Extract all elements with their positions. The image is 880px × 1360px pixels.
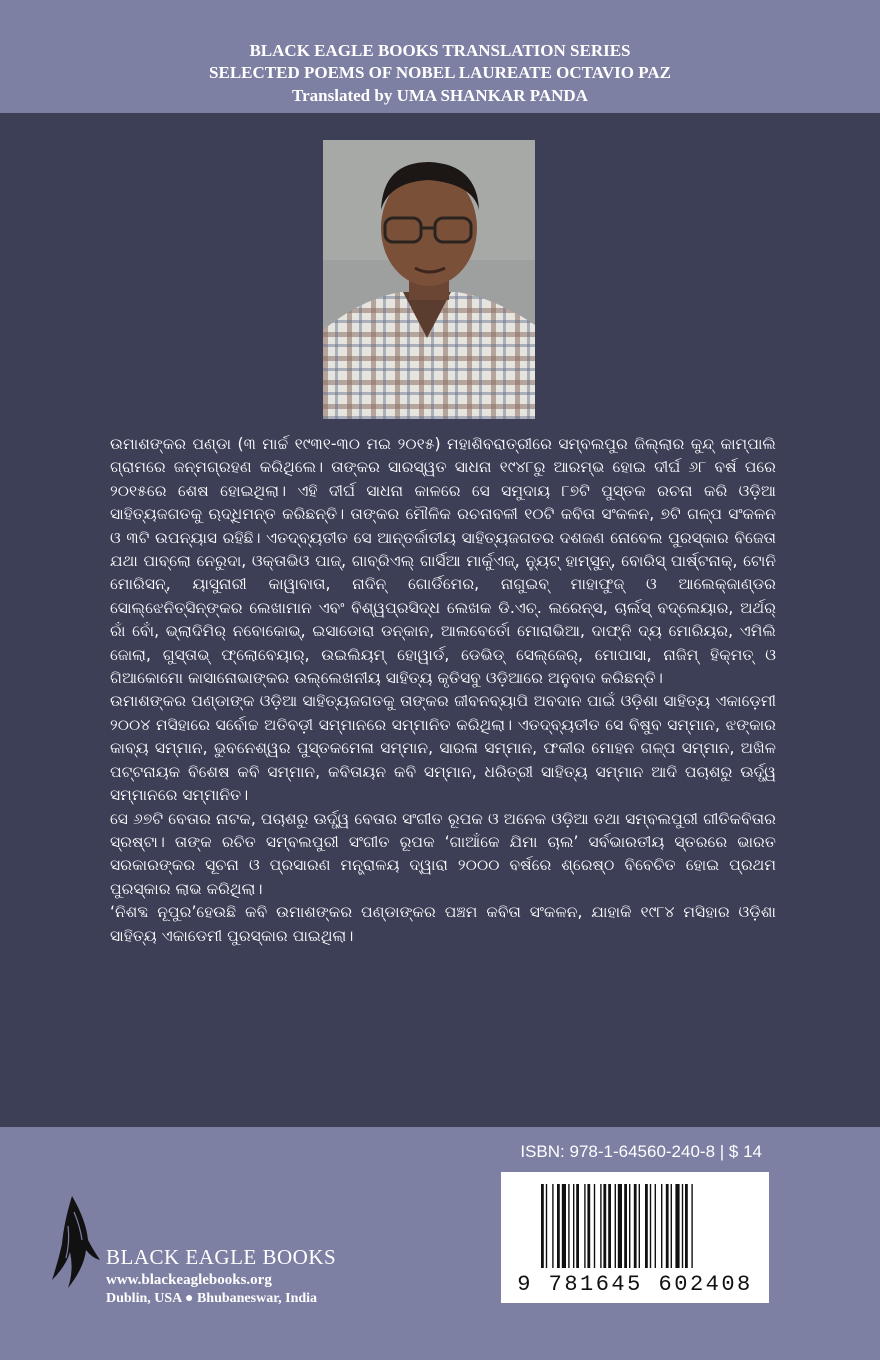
barcode-bar — [546, 1184, 547, 1268]
barcode-bar — [650, 1184, 651, 1268]
barcode-bar — [624, 1184, 627, 1268]
barcode-bar — [655, 1184, 656, 1268]
barcode-bar — [557, 1184, 560, 1268]
barcode — [501, 1172, 769, 1303]
barcode-bar — [568, 1184, 569, 1268]
book-title: SELECTED POEMS OF NOBEL LAUREATE OCTAVIO PAZ — [209, 63, 671, 82]
barcode-digits: 9 781645 602408 — [517, 1272, 753, 1297]
barcode-bar — [603, 1184, 606, 1268]
barcode-bar — [600, 1184, 601, 1268]
barcode-bars — [501, 1172, 769, 1272]
barcode-bar — [576, 1184, 579, 1268]
barcode-bar — [682, 1184, 683, 1268]
biography-paragraph: ସେ ୬୭ଟି ବେତାର ନାଟକ, ପଚାଶରୁ ଊର୍ଦ୍ଧ୍ୱ ବେତାର ସଂଗୀତ ରୂପକ ଓ ଅନେକ ଓଡ଼ିଆ ତଥା ସମ୍ବଲପୁରୀ ଗୀତିକବିତାର ସ୍ରଷ୍ଟା। ତାଙ୍କ ରଚିତ ସମ୍ବଲପୁରୀ ସଂଗୀତ ରୂପକ ‘ଗାଆଁକେ ଯିମା ଚାଲ’ ସର୍ବଭାରତୀୟ ସ୍ତରରେ ଭାରତ ସରକାରଙ୍କର ସୂଚନା ଓ ପ୍ରସାରଣ ମନ୍ତ୍ରାଳୟ ଦ୍ୱାରା ୨୦୦୦ ବର୍ଷରେ ଶ୍ରେଷ୍ଠ ବିବେଚିତ ହୋଇ ପ୍ରଥମ ପୁରସ୍କାର ଲାଭ କରିଥିଲା। — [110, 809, 776, 898]
publisher-locations: Dublin, USA ● Bhubaneswar, India — [106, 1291, 318, 1306]
barcode-bar — [562, 1184, 566, 1268]
barcode-bar — [685, 1184, 688, 1268]
barcode-bar — [634, 1184, 637, 1268]
barcode-bar — [645, 1184, 648, 1268]
barcode-bar — [587, 1184, 590, 1268]
publisher-name: BLACK EAGLE BOOKS — [106, 1245, 337, 1269]
biography-paragraph: ‘ନିଶବ୍ଦ ନୂପୁର’ହେଉଛି କବି ଉମାଶଙ୍କର ପଣ୍ଡାଙ୍କର ପଞ୍ଚମ କବିତା ସଂକଳନ, ଯାହାକି ୧୯୮୪ ମସିହାର ଓଡ଼ିଶା ସାହିତ୍ୟ ଏକାଡେମୀ ପୁରସ୍କାର ପାଇଥିଲା। — [110, 903, 776, 945]
header-band — [0, 0, 880, 113]
publisher-website: www.blackeaglebooks.org — [106, 1272, 272, 1288]
eagle-icon — [40, 1192, 110, 1292]
author-photo — [323, 140, 535, 419]
translator-credit: Translated by UMA SHANKAR PANDA — [292, 86, 588, 105]
biography-paragraph: ଉମାଶଙ୍କର ପଣ୍ଡାଙ୍କ ଓଡ଼ିଆ ସାହିତ୍ୟଜଗତକୁ ତାଙ୍କର ଜୀବନବ୍ୟାପି ଅବଦାନ ପାଇଁ ଓଡ଼ିଶା ସାହିତ୍ୟ ଏକାଡ଼େମୀ ୨୦୦୪ ମସିହାରେ ସର୍ବୋଚ୍ଚ ଅତିବଡ଼ୀ ସମ୍ମାନରେ ସମ୍ମାନିତ କରିଥିଲା। ଏତଦ୍‌ବ୍ୟତୀତ ସେ ବିଷୁବ ସମ୍ମାନ, ଝଙ୍କାର କାବ୍ୟ ସମ୍ମାନ, ଭୁବନେଶ୍ୱର ପୁସ୍ତକମେଳା ସମ୍ମାନ, ସାରଳା ସମ୍ମାନ, ଫକୀର ମୋହନ ଗଳ୍ପ ସମ୍ମାନ, ଅଖିଳ ପଟ୍ଟନାୟକ ବିଶେଷ କବି ସମ୍ମାନ, କବିତାୟନ କବି ସମ୍ମାନ, ଧରିତ୍ରୀ ସାହିତ୍ୟ ସମ୍ମାନ ଆଦି ପଚାଶରୁ ଊର୍ଦ୍ଧ୍ୱ ସମ୍ମାନରେ ସମ୍ମାନିତ। — [110, 692, 776, 805]
barcode-bar — [639, 1184, 640, 1268]
author-portrait — [323, 140, 535, 419]
barcode-bar — [541, 1184, 544, 1268]
author-biography — [110, 433, 776, 948]
barcode-bar — [618, 1184, 622, 1268]
barcode-bar — [629, 1184, 630, 1268]
barcode-bar — [675, 1184, 679, 1268]
barcode-bar — [573, 1184, 574, 1268]
barcode-bar — [671, 1184, 672, 1268]
barcode-bar — [552, 1184, 553, 1268]
barcode-bar — [608, 1184, 611, 1268]
isbn-price: ISBN: 978-1-64560-240-8 | $ 14 — [520, 1142, 762, 1161]
barcode-bar — [666, 1184, 669, 1268]
barcode-bar — [691, 1184, 692, 1268]
barcode-bar — [615, 1184, 616, 1268]
barcode-bar — [594, 1184, 595, 1268]
series-title: BLACK EAGLE BOOKS TRANSLATION SERIES — [249, 41, 631, 60]
biography-paragraph: ଉମାଶଙ୍କର ପଣ୍ଡା (୩ ମାର୍ଚ୍ଚ ୧୯୩୧-୩୦ ମଇ ୨୦୧୫) ମହାଶିବରାତ୍ରୀରେ ସମ୍ବଲପୁର ଜିଲ୍ଲାର କୁନ୍ଦ୍ କାମ୍ପାଲି ଗ୍ରାମରେ ଜନ୍ମଗ୍ରହଣ କରିଥିଲେ। ତାଙ୍କର ସାରସ୍ୱତ ସାଧନା ୧୯୪୮ରୁ ଆରମ୍ଭ ହୋଇ ଦୀର୍ଘ ୬୮ ବର୍ଷ ପରେ ୨୦୧୫ରେ ଶେଷ ହୋଇଥିଲା। ଏହି ଦୀର୍ଘ ସାଧନା କାଳରେ ସେ ସମୁଦାୟ ୮୭ଟି ପୁସ୍ତକ ରଚନା କରି ଓଡ଼ିଆ ସାହିତ୍ୟଜଗତକୁ ଋଦ୍ଧିମନ୍ତ କରିଛନ୍ତି। ତାଙ୍କର ମୌଳିକ ରଚନାବଳୀ ୧୦ଟି କବିତା ସଂକଳନ, ୭ଟି ଗଳ୍ପ ସଂକଳନ ଓ ୩ଟି ଉପନ୍ୟାସ ରହିଛି। ଏତଦ୍‌ବ୍ୟତୀତ ସେ ଆନ୍ତର୍ଜାତୀୟ ସାହିତ୍ୟଜଗତର ଦଶଜଣ ନୋବେଲ ପୁରସ୍କାର ବିଜେତା ଯଥା ପାବ୍‌ଲୋ ନେରୁଦା, ଓକ୍ତାଭିଓ ପାଜ୍, ଗାବ୍ରିଏଲ୍ ଗାର୍ସିଆ ମାର୍କୁଏଜ୍, ନ୍ୟୁଟ୍ ହାମ୍‌ସୁନ୍, ବୋରିସ୍ ପାର୍ଷ୍ଟନାକ୍, ଟୋନି ମୋରିସନ୍, ୟାସୁନାରୀ କାୱାବାତା, ନାଦିନ୍ ଗୋର୍ଡିମେର, ନାଗୁଇବ୍ ମାହାଫୁଜ୍ ଓ ଆଲେକ୍‌ଜାଣ୍ଡର ସୋଲ୍‌ଝେନିତ୍‌ସିନ୍‌ଙ୍କର ଲେଖାମାନ ଏବଂ ବିଶ୍ୱପ୍ରସିଦ୍ଧ ଲେଖକ ଡି.ଏଚ୍. ଲରେନ୍ସ, ଚାର୍ଲସ୍ ବଦ୍‌ଲେୟାର, ଅର୍ଥର୍ ରାଁ ବୋଁ, ଭ୍ଲାଦିମିର୍ ନବୋକୋଭ୍, ଇସାଡୋରା ଡନ୍‌କାନ, ଆଲବେର୍ତୋ ମୋରାଭିଆ, ଦାଫ୍‌ନି ଦ୍ୟ ମୋରିୟର, ଏମିଲି ଜୋଲା, ଗୁସ୍ତାଭ୍ ଫ୍ଲୋବେୟାର୍, ଉଇଲିୟମ୍ ହୋୱାର୍ଡ, ଡେଭିଡ୍ ସେଲ୍‌ଜେର୍, ମୋପାସା, ନାଜିମ୍ ହିକ୍‌ମତ୍ ଓ ଗିଆକୋମୋ କାସାନୋଭାଙ୍କର ଉଲ୍ଲେଖନୀୟ ସାହିତ୍ୟ କୃତିସବୁ ଓଡ଼ିଆରେ ଅନୁବାଦ କରିଛନ୍ତି। — [110, 435, 776, 688]
barcode-bar — [661, 1184, 662, 1268]
barcode-bar — [584, 1184, 585, 1268]
